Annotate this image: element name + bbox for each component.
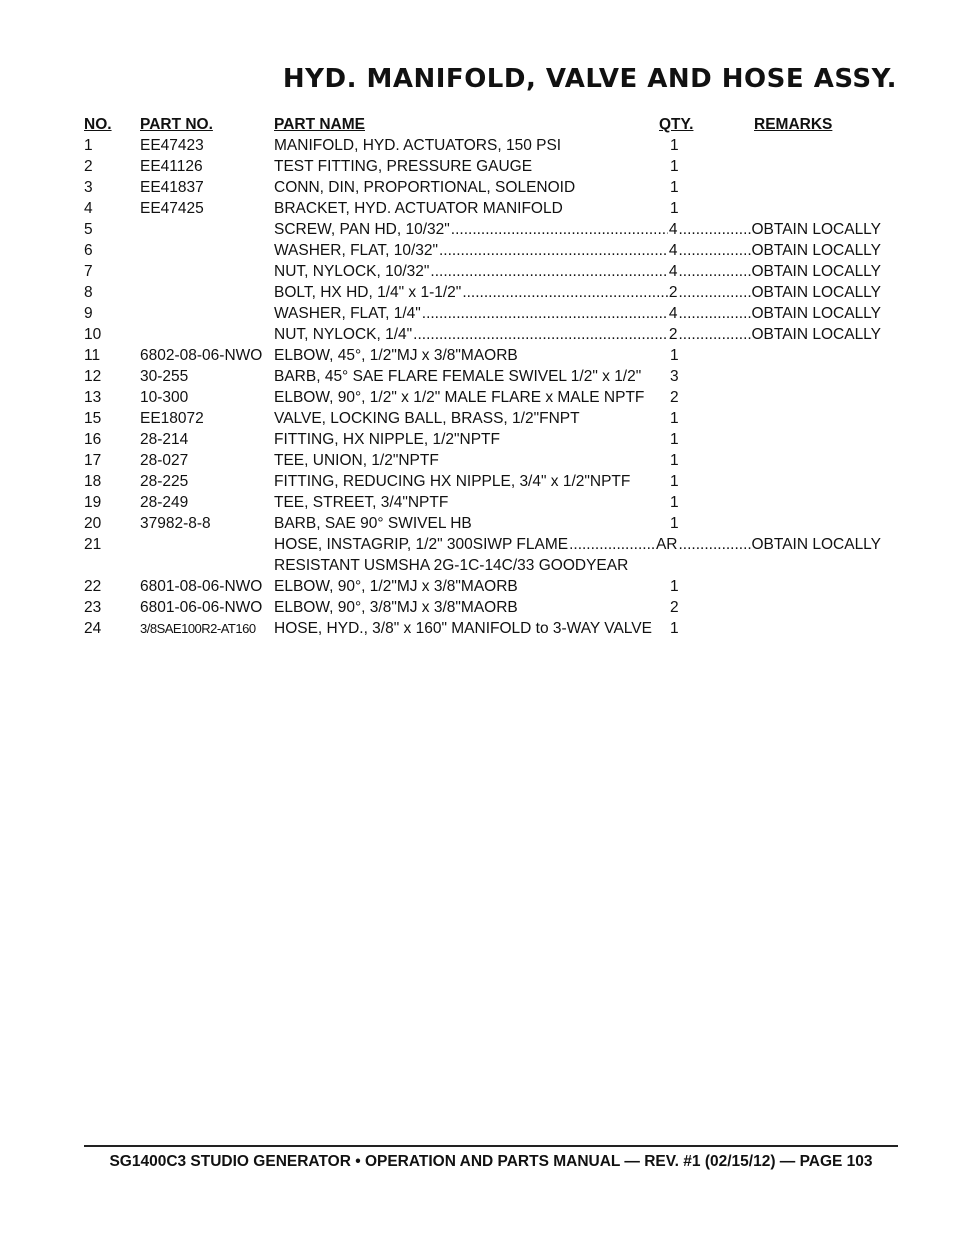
row-qty: 4 (668, 305, 678, 322)
leader-dots (430, 261, 667, 282)
row-no: 5 (84, 221, 93, 238)
row-no: 8 (84, 284, 93, 301)
row-part-no: 28-027 (140, 452, 189, 469)
row-part-name: ELBOW, 90°, 1/2"MJ x 3/8"MAORB (274, 578, 518, 595)
leader-dots (679, 219, 751, 240)
row-part-name: TEST FITTING, PRESSURE GAUGE (274, 158, 533, 175)
table-row (84, 576, 884, 597)
row-no: 10 (84, 326, 102, 343)
row-no: 21 (84, 536, 102, 553)
row-no: 19 (84, 494, 102, 511)
row-part-no: 6801-06-06-NWO (140, 599, 263, 616)
row-part-no: EE47423 (140, 137, 204, 154)
row-part-name: BARB, SAE 90° SWIVEL HB (274, 515, 472, 532)
table-row (84, 324, 884, 345)
row-qty: 1 (670, 179, 679, 196)
row-part-no: 37982-8-8 (140, 515, 211, 532)
row-part-no: 28-249 (140, 494, 189, 511)
row-qty: 2 (668, 326, 678, 343)
row-part-no: EE41837 (140, 179, 204, 196)
row-remarks: OBTAIN LOCALLY (751, 263, 881, 280)
row-qty: 2 (670, 389, 679, 406)
row-part-no: 6802-08-06-NWO (140, 347, 263, 364)
row-part-name: VALVE, LOCKING BALL, BRASS, 1/2"FNPT (274, 410, 580, 427)
table-row (84, 303, 884, 324)
row-no: 11 (84, 347, 101, 364)
table-row (84, 282, 884, 303)
row-remarks: OBTAIN LOCALLY (751, 284, 881, 301)
table-row (84, 366, 884, 387)
row-part-no: 28-225 (140, 473, 189, 490)
header-qty: QTY. (659, 116, 694, 133)
row-qty: 1 (670, 347, 679, 364)
table-row (84, 408, 884, 429)
table-row (84, 618, 884, 639)
page-footer: SG1400C3 STUDIO GENERATOR • OPERATION AND PARTS MANUAL — REV. #1 (02/15/12) — PAGE 103 (109, 1153, 873, 1170)
row-no: 23 (84, 599, 102, 616)
row-name-qty-remarks (274, 324, 881, 345)
row-no: 16 (84, 431, 102, 448)
page-title: HYD. MANIFOLD, VALVE AND HOSE ASSY. (282, 64, 897, 94)
row-part-name: WASHER, FLAT, 10/32" (274, 242, 438, 259)
table-row (84, 156, 884, 177)
table-row (84, 429, 884, 450)
row-qty: AR (655, 536, 678, 553)
leader-dots (679, 282, 751, 303)
row-part-name-continued: RESISTANT USMSHA 2G-1C-14C/33 GOODYEAR (274, 557, 629, 574)
leader-dots (462, 282, 668, 303)
header-remarks: REMARKS (754, 116, 833, 133)
table-row (84, 597, 884, 618)
table-row (84, 135, 884, 156)
header-part-no: PART NO. (140, 116, 213, 133)
row-part-name: ELBOW, 90°, 3/8"MJ x 3/8"MAORB (274, 599, 518, 616)
row-part-no: 28-214 (140, 431, 189, 448)
row-remarks: OBTAIN LOCALLY (751, 242, 881, 259)
row-qty: 4 (668, 221, 678, 238)
row-qty: 1 (670, 578, 679, 595)
table-row (84, 345, 884, 366)
row-part-name: TEE, UNION, 1/2"NPTF (274, 452, 439, 469)
leader-dots (679, 324, 751, 345)
row-name-qty-remarks (274, 219, 881, 240)
row-remarks: OBTAIN LOCALLY (751, 221, 881, 238)
row-part-name: ELBOW, 90°, 1/2" x 1/2" MALE FLARE x MALE NPTF (274, 389, 645, 406)
table-row (84, 198, 884, 219)
row-part-name: HOSE, HYD., 3/8" x 160" MANIFOLD to 3-WAY VALVE (274, 620, 652, 637)
row-qty: 1 (670, 137, 679, 154)
row-qty: 1 (670, 494, 679, 511)
row-no: 6 (84, 242, 93, 259)
table-row (84, 219, 884, 240)
table-row (84, 261, 884, 282)
row-part-name: BOLT, HX HD, 1/4" x 1-1/2" (274, 284, 462, 301)
row-no: 24 (84, 620, 102, 637)
table-row (84, 450, 884, 471)
row-no: 12 (84, 368, 102, 385)
row-qty: 1 (670, 200, 679, 217)
parts-table (84, 114, 884, 639)
row-no: 9 (84, 305, 93, 322)
row-remarks: OBTAIN LOCALLY (751, 305, 881, 322)
header-part-name: PART NAME (274, 116, 365, 133)
row-no: 18 (84, 473, 102, 490)
table-body (84, 135, 884, 639)
leader-dots (413, 324, 668, 345)
row-part-name: MANIFOLD, HYD. ACTUATORS, 150 PSI (274, 137, 562, 154)
row-qty: 1 (670, 473, 679, 490)
table-row (84, 240, 884, 261)
row-remarks: OBTAIN LOCALLY (751, 536, 881, 553)
row-qty: 1 (670, 410, 679, 427)
row-part-no: 3/8SAE100R2-AT160 (140, 621, 256, 636)
row-part-name: SCREW, PAN HD, 10/32" (274, 221, 450, 238)
leader-dots (439, 240, 668, 261)
row-part-name: FITTING, HX NIPPLE, 1/2"NPTF (274, 431, 500, 448)
table-row (84, 492, 884, 513)
row-name-qty-remarks (274, 534, 881, 555)
row-part-name: HOSE, INSTAGRIP, 1/2" 300SIWP FLAME (274, 536, 569, 553)
row-name-qty-remarks (274, 261, 881, 282)
table-header (84, 114, 884, 135)
leader-dots (679, 261, 751, 282)
leader-dots (679, 303, 751, 324)
row-part-no: 30-255 (140, 368, 189, 385)
row-no: 2 (84, 158, 93, 175)
row-part-no: EE47425 (140, 200, 204, 217)
row-part-name: BRACKET, HYD. ACTUATOR MANIFOLD (274, 200, 563, 217)
row-no: 4 (84, 200, 93, 217)
row-qty: 2 (670, 599, 679, 616)
row-part-no: 6801-08-06-NWO (140, 578, 263, 595)
row-qty: 1 (670, 620, 679, 637)
leader-dots (679, 534, 751, 555)
row-remarks: OBTAIN LOCALLY (751, 326, 881, 343)
header-no: NO. (84, 116, 112, 133)
row-part-name: WASHER, FLAT, 1/4" (274, 305, 421, 322)
row-qty: 4 (668, 242, 678, 259)
row-qty: 4 (668, 263, 678, 280)
row-name-qty-remarks (274, 303, 881, 324)
row-part-name: ELBOW, 45°, 1/2"MJ x 3/8"MAORB (274, 347, 518, 364)
row-no: 20 (84, 515, 102, 532)
row-qty: 1 (670, 431, 679, 448)
row-part-name: FITTING, REDUCING HX NIPPLE, 3/4" x 1/2"NPTF (274, 473, 631, 490)
footer-divider (84, 1145, 898, 1147)
row-name-qty-remarks (274, 240, 881, 261)
row-part-name: TEE, STREET, 3/4"NPTF (274, 494, 449, 511)
row-name-qty-remarks (274, 282, 881, 303)
table-row (84, 177, 884, 198)
row-qty: 1 (670, 158, 679, 175)
row-part-name: NUT, NYLOCK, 1/4" (274, 326, 413, 343)
table-row (84, 471, 884, 492)
row-no: 17 (84, 452, 102, 469)
table-row (84, 534, 884, 555)
row-qty: 1 (670, 452, 679, 469)
leader-dots (451, 219, 668, 240)
row-no: 7 (84, 263, 93, 280)
row-part-name: NUT, NYLOCK, 10/32" (274, 263, 430, 280)
row-no: 3 (84, 179, 93, 196)
row-part-no: 10-300 (140, 389, 189, 406)
leader-dots (422, 303, 668, 324)
row-part-no: EE41126 (140, 158, 203, 175)
row-no: 22 (84, 578, 102, 595)
leader-dots (569, 534, 655, 555)
row-no: 15 (84, 410, 102, 427)
table-row (84, 513, 884, 534)
table-row-continuation (84, 555, 884, 576)
row-qty: 1 (670, 515, 679, 532)
row-qty: 3 (670, 368, 679, 385)
row-no: 13 (84, 389, 102, 406)
row-part-no: EE18072 (140, 410, 204, 427)
row-part-name: BARB, 45° SAE FLARE FEMALE SWIVEL 1/2" x 1/2" (274, 368, 642, 385)
row-no: 1 (84, 137, 93, 154)
leader-dots (679, 240, 751, 261)
table-row (84, 387, 884, 408)
row-part-name: CONN, DIN, PROPORTIONAL, SOLENOID (274, 179, 576, 196)
row-qty: 2 (668, 284, 678, 301)
